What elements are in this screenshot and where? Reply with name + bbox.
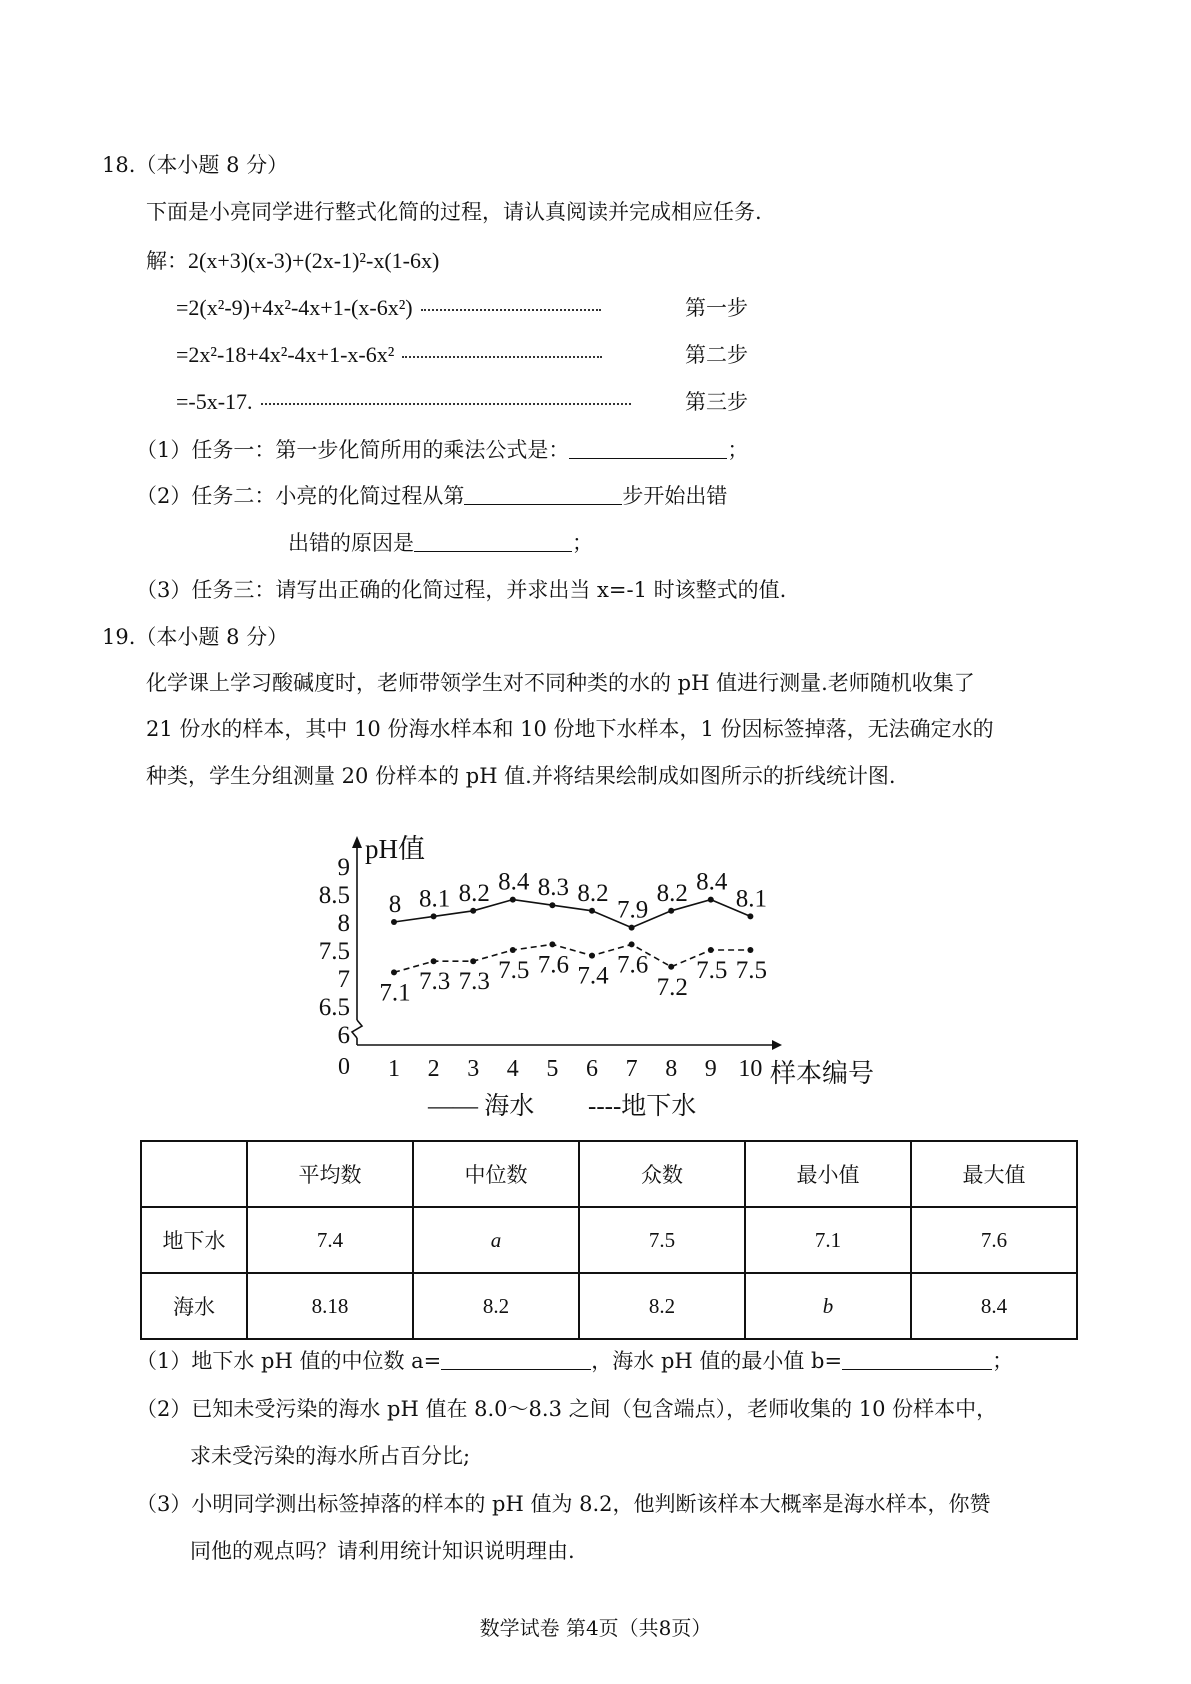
expr-line2: =2x²-18+4x²-4x+1-x-6x²	[176, 340, 602, 370]
table-cell: 8.2	[579, 1273, 745, 1339]
data-point	[668, 964, 674, 970]
table-cell: b	[745, 1273, 911, 1339]
data-label: 8.2	[577, 879, 609, 907]
q19-para2: 21 份水的样本，其中 10 份海水样本和 10 份地下水样本，1 份因标签掉落，无法确定水的	[146, 717, 994, 741]
table-cell: 8.18	[247, 1273, 413, 1339]
y-axis-arrow	[352, 836, 362, 848]
y-tick-label: 8.5	[318, 882, 350, 909]
page-footer: 数学试卷 第4页（共8页）	[479, 1616, 712, 1640]
table-header-max: 最大值	[911, 1141, 1077, 1207]
data-label: 8.3	[537, 874, 570, 902]
table-row	[141, 1207, 1077, 1273]
x-tick-label: 1	[388, 1056, 400, 1082]
data-label: 8.2	[656, 879, 688, 907]
table-cell: 8.2	[413, 1273, 579, 1339]
table-cell: a	[413, 1207, 579, 1273]
data-label: 8.1	[418, 885, 451, 913]
data-point	[391, 969, 397, 975]
table-cell: 7.6	[911, 1207, 1077, 1273]
step2-label: 第二步	[685, 343, 748, 367]
table-row-label: 海水	[141, 1273, 247, 1339]
x-axis-label: 样本编号	[770, 1059, 875, 1088]
q19-q2-a: （2）已知未受污染的海水 pH 值在 8.0～8.3 之间（包含端点），老师收集的 10 份样本中，	[136, 1397, 998, 1421]
q18-header: 18.（本小题 8 分）	[102, 153, 289, 177]
step3-label: 第三步	[685, 390, 748, 414]
stats-table	[140, 1140, 1078, 1340]
data-point	[391, 919, 397, 925]
q18-task3: （3）任务三：请写出正确的化简过程，并求出当 x=-1 时该整式的值.	[136, 578, 787, 602]
data-label: 7.9	[616, 896, 649, 924]
table-row-label: 地下水	[141, 1207, 247, 1273]
q19-q1: （1）地下水 pH 值的中位数 a= ，海水 pH 值的最小值 b= ；	[136, 1349, 1014, 1373]
data-point	[629, 925, 635, 931]
data-label: 7.5	[735, 957, 768, 984]
y-axis-label: pH值	[365, 834, 425, 864]
table-cell: 8.4	[911, 1273, 1077, 1339]
blank-min-b[interactable]	[842, 1347, 992, 1370]
data-point	[470, 958, 476, 964]
table-header-median: 中位数	[413, 1141, 579, 1207]
data-point	[708, 897, 714, 903]
q19-q3-a: （3）小明同学测出标签掉落的样本的 pH 值为 8.2，他判断该样本大概率是海水样本，你赞	[136, 1492, 991, 1516]
data-label: 8	[388, 891, 402, 918]
expr-line1: =2(x²-9)+4x²-4x+1-(x-6x²)	[176, 293, 601, 323]
solve-label: 解：	[146, 249, 188, 273]
x-tick-label: 2	[427, 1056, 440, 1082]
table-cell: 7.4	[247, 1207, 413, 1273]
q18-task2: （2）任务二：小亮的化简过程从第 步开始出错	[136, 484, 728, 508]
data-point	[549, 902, 555, 908]
table-row	[141, 1273, 1077, 1339]
data-point	[589, 953, 595, 959]
data-label: 7.3	[458, 968, 490, 996]
data-point	[629, 941, 635, 947]
table-header-mean: 平均数	[247, 1141, 413, 1207]
legend-ground: ----地下水	[588, 1093, 697, 1120]
y-axis-break	[352, 1020, 362, 1038]
data-point	[549, 941, 555, 947]
data-point	[589, 908, 595, 914]
data-point	[510, 897, 516, 903]
y-tick-label: 7.5	[318, 938, 350, 965]
x-tick-label: 4	[506, 1056, 519, 1082]
data-point	[708, 947, 714, 953]
data-label: 7.2	[656, 973, 688, 1001]
data-label: 7.1	[379, 979, 411, 1007]
data-point	[431, 913, 437, 919]
step1-label: 第一步	[685, 296, 748, 320]
chart-marks	[379, 869, 767, 1007]
x-tick-label: 5	[546, 1056, 559, 1082]
data-label: 8.2	[458, 879, 490, 907]
data-label: 7.6	[537, 951, 570, 979]
q19-q2-b: 求未受污染的海水所占百分比;	[190, 1444, 471, 1468]
y-tick-label: 6.5	[318, 994, 350, 1021]
x-tick-label: 10	[738, 1056, 763, 1082]
data-point	[510, 947, 516, 953]
data-point	[431, 958, 437, 964]
data-point	[668, 908, 674, 914]
origin-label: 0	[338, 1054, 350, 1080]
q19-para3: 种类，学生分组测量 20 份样本的 pH 值.并将结果绘制成如图所示的折线统计图.	[146, 764, 896, 788]
y-tick-label: 8	[337, 910, 350, 937]
data-label: 7.5	[696, 957, 728, 984]
expr-line3: =-5x-17.	[176, 387, 631, 417]
data-point	[747, 947, 753, 953]
y-tick-label: 7	[337, 966, 350, 993]
q19-para1: 化学课上学习酸碱度时，老师带领学生对不同种类的水的 pH 值进行测量.老师随机收集了	[146, 671, 975, 695]
y-tick-label: 6	[337, 1022, 350, 1049]
data-label: 7.5	[498, 957, 530, 984]
data-label: 7.6	[616, 951, 649, 979]
x-axis-arrow	[772, 1040, 782, 1050]
expr-line0: 2(x+3)(x-3)+(2x-1)²-x(1-6x)	[188, 248, 440, 273]
blank-median-a[interactable]	[441, 1347, 591, 1370]
x-tick-label: 8	[665, 1056, 678, 1082]
table-cell: 7.1	[745, 1207, 911, 1273]
legend-sea: —— 海水	[428, 1093, 535, 1120]
table-cell	[141, 1141, 247, 1207]
table-cell: 7.5	[579, 1207, 745, 1273]
q18-task1: （1）任务一：第一步化简所用的乘法公式是： ；	[136, 438, 749, 462]
q18-intro: 下面是小亮同学进行整式化简的过程，请认真阅读并完成相应任务.	[146, 200, 762, 224]
x-tick-label: 7	[625, 1056, 638, 1082]
x-tick-label: 3	[467, 1056, 480, 1082]
table-header-mode: 众数	[579, 1141, 745, 1207]
q19-header: 19.（本小题 8 分）	[102, 625, 289, 649]
y-tick-label: 9	[337, 854, 350, 881]
q19-q3-b: 同他的观点吗？请利用统计知识说明理由.	[190, 1539, 575, 1563]
x-tick-label: 6	[586, 1056, 598, 1082]
q18-task2-reason: 出错的原因是 ；	[288, 531, 593, 555]
data-label: 7.4	[577, 962, 609, 990]
table-header-min: 最小值	[745, 1141, 911, 1207]
data-label: 7.3	[418, 968, 451, 996]
data-label: 8.4	[498, 868, 530, 896]
table-header-row	[141, 1141, 1077, 1207]
data-label: 8.1	[735, 885, 768, 913]
data-point	[470, 908, 476, 914]
data-label: 8.4	[696, 868, 728, 896]
data-point	[747, 913, 753, 919]
x-tick-label: 9	[704, 1056, 717, 1082]
